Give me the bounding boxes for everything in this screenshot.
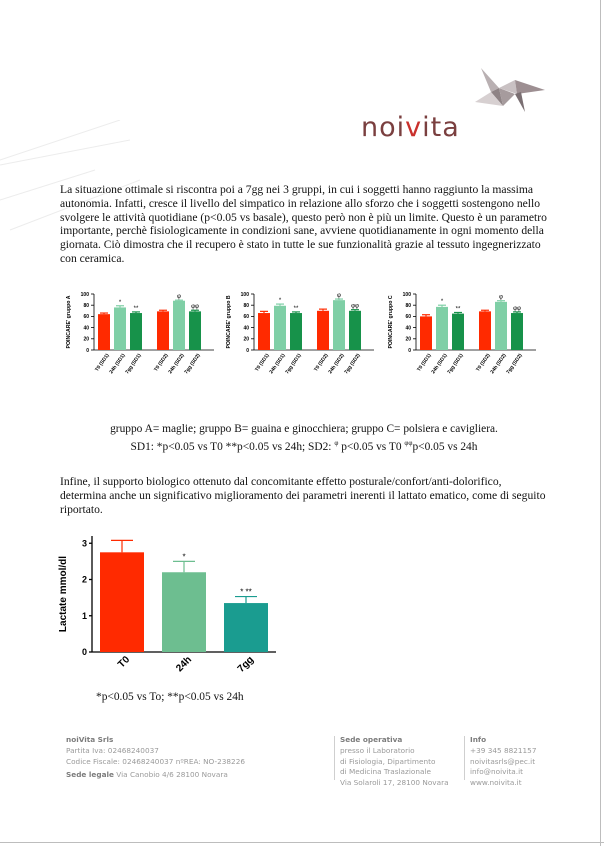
x-tick-label: 24h (SD2)	[489, 352, 508, 376]
significance-label: *	[118, 299, 122, 306]
x-tick-label: 24h (SD2)	[327, 352, 346, 376]
bar	[333, 300, 345, 350]
x-tick-label: 24h (SD1)	[430, 352, 449, 376]
bar	[511, 313, 523, 350]
y-tick-label: 60	[83, 314, 89, 321]
bar	[290, 313, 302, 350]
y-tick-label: 0	[246, 347, 249, 354]
x-tick-label: T0 (SD1)	[416, 352, 433, 373]
y-tick-label: 20	[243, 336, 249, 343]
email-link[interactable]: info@noivita.it	[470, 767, 523, 777]
x-tick-label: 24h	[174, 654, 195, 675]
caption-line-2: SD1: *p<0.05 vs T0 **p<0.05 vs 24h; SD2: $^\varphi$ p<0.05 vs T0 $^{\varphi\varphi}$p<0.05 vs 24h	[130, 439, 478, 453]
footer-info: Info +39 345 8821157 noivitasrls@pec.it info@noivita.it www.noivita.it	[470, 735, 536, 789]
x-tick-label: T0 (SD1)	[254, 352, 271, 373]
bar	[317, 311, 329, 350]
significance-label: **	[293, 305, 299, 312]
x-tick-label: 24h (SD1)	[108, 352, 127, 376]
bar	[224, 603, 268, 652]
bar	[495, 302, 507, 350]
chart-gruppo-a	[62, 292, 222, 410]
significance-label: *	[440, 299, 444, 306]
phone-link[interactable]: +39 345 8821157	[470, 745, 537, 755]
bar	[479, 311, 491, 350]
significance-label: * **	[240, 587, 252, 597]
brand-logo-text: noivita	[361, 112, 460, 143]
y-tick-label: 100	[80, 292, 89, 298]
x-tick-label: T0 (SD2)	[313, 352, 330, 373]
y-tick-label: 2	[81, 574, 87, 585]
y-tick-label: 80	[243, 302, 249, 309]
significance-label: *	[182, 552, 186, 562]
significance-label: φφ	[513, 305, 521, 312]
x-tick-label: 24h (SD1)	[268, 352, 287, 376]
y-tick-label: 100	[402, 292, 411, 298]
y-axis-title: POINCARE' gruppo B	[226, 295, 232, 349]
y-axis-title: POINCARE' gruppo A	[66, 295, 72, 349]
bar	[130, 313, 142, 350]
chart-gruppo-c	[384, 292, 544, 410]
pec-email-link[interactable]: noivitasrls@pec.it	[470, 756, 536, 766]
x-tick-label: T0 (SD2)	[153, 352, 170, 373]
bar	[274, 306, 286, 350]
y-tick-label: 0	[408, 347, 411, 354]
figure-caption-2: *p<0.05 vs To; **p<0.05 vs 24h	[96, 691, 244, 703]
bar	[162, 572, 206, 652]
x-tick-label: 7gg (SD2)	[343, 352, 362, 376]
x-tick-label: 24h (SD2)	[167, 352, 186, 376]
footer-divider	[464, 736, 465, 780]
page-border-right	[600, 0, 601, 846]
significance-label: φ	[499, 294, 503, 301]
y-tick-label: 60	[243, 314, 249, 321]
y-tick-label: 1	[81, 610, 87, 621]
y-tick-label: 40	[243, 325, 249, 332]
y-tick-label: 20	[83, 336, 89, 343]
footer-company: noiVita Srls Partita Iva: 02468240037 Codice Fiscale: 02468240037 nºREA: NO-238226 Sede legale Via Canobio 4/6 28100 Novara	[66, 735, 245, 780]
x-tick-label: 7gg (SD1)	[284, 352, 303, 376]
x-tick-label: 7gg (SD2)	[183, 352, 202, 376]
body-paragraph-2: Infine, il supporto biologico ottenuto dal concomitante effetto posturale/confort/anti-dolorifico, determina anche un significativo miglioramento dei parametri inerenti il lattato ematico, come di seguito riportato.	[60, 475, 546, 516]
y-tick-label: 20	[405, 336, 411, 343]
y-tick-label: 100	[240, 292, 249, 298]
y-tick-label: 3	[81, 538, 87, 549]
body-paragraph-1: La situazione ottimale si riscontra poi a 7gg nei 3 gruppi, in cui i soggetti hanno raggiunto la massima autonomia. Infatti, cresce il livello del simpatico in relazione allo sforzo che i soggetti sostengono nello svolgere le attività quotidiane (p<0.05 vs basale), questo però non è più un limite. Questo è un parametro importante, perchè fisiologicamente in condizioni sane, avviene quotidianamente in ogni momento della giornata. Ciò dimostra che il recupero è stato in tutte le sue funzionalità grazie al tessuto ingegnerizzato con ceramica.	[60, 183, 547, 265]
significance-label: φφ	[351, 303, 359, 310]
y-tick-label: 0	[86, 347, 89, 354]
significance-label: φφ	[191, 304, 199, 311]
bar	[189, 311, 201, 350]
caption-line-1: gruppo A= maglie; gruppo B= guaina e ginocchiera; gruppo C= polsiera e cavigliera.	[110, 423, 498, 435]
bar	[349, 311, 361, 350]
y-tick-label: 60	[405, 314, 411, 321]
y-tick-label: 80	[83, 302, 89, 309]
page-border-bottom	[0, 842, 604, 843]
y-tick-label: 80	[405, 302, 411, 309]
x-tick-label: T0	[116, 654, 133, 671]
chart-lactate	[56, 534, 286, 684]
x-tick-label: T0 (SD1)	[94, 352, 111, 373]
bar	[114, 307, 126, 350]
x-tick-label: T0 (SD2)	[475, 352, 492, 373]
significance-label: *	[278, 298, 282, 305]
bar	[420, 316, 432, 350]
bar	[157, 311, 169, 350]
x-tick-label: 7gg	[235, 654, 257, 675]
x-tick-label: 7gg (SD1)	[124, 352, 143, 376]
y-axis-title: POINCARE' gruppo C	[388, 295, 394, 349]
y-tick-label: 0	[81, 647, 87, 658]
bar	[436, 307, 448, 350]
bar	[258, 313, 270, 350]
chart-gruppo-b	[222, 292, 382, 410]
origami-bird-icon	[455, 62, 547, 114]
significance-label: **	[455, 306, 461, 313]
x-tick-label: 7gg (SD1)	[446, 352, 465, 376]
bar	[173, 301, 185, 350]
bar	[452, 314, 464, 350]
significance-label: **	[133, 305, 139, 312]
website-link[interactable]: www.noivita.it	[470, 778, 522, 788]
y-tick-label: 40	[405, 325, 411, 332]
significance-label: φ	[337, 293, 341, 300]
figure-caption-1	[60, 422, 548, 454]
footer-operational-site: Sede operativa presso il Laboratorio di Fisiologia, Dipartimento di Medicina Traslazionale Via Solaroli 17, 28100 Novara	[340, 735, 449, 789]
bar	[100, 552, 144, 652]
footer-divider	[334, 736, 335, 780]
y-axis-title: Lactate mmol/dl	[58, 555, 69, 633]
significance-label: φ	[177, 294, 181, 301]
bar	[98, 314, 110, 350]
y-tick-label: 40	[83, 325, 89, 332]
x-tick-label: 7gg (SD2)	[505, 352, 524, 376]
